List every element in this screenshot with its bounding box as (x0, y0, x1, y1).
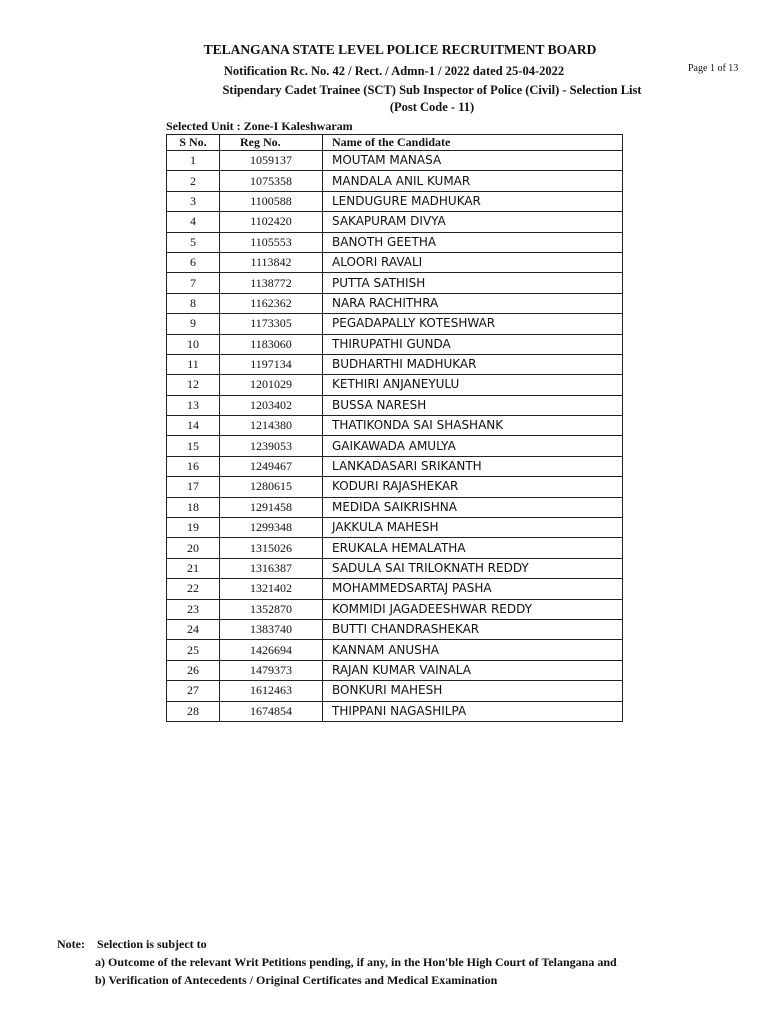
cell-sno: 19 (167, 518, 220, 538)
table-row (167, 151, 623, 171)
cell-candidate-name: SAKAPURAM DIVYA (323, 212, 623, 232)
table-row (167, 497, 623, 517)
cell-sno: 20 (167, 538, 220, 558)
table-row (167, 599, 623, 619)
cell-sno: 27 (167, 681, 220, 701)
cell-reg-no: 1102420 (220, 212, 323, 232)
table-row (167, 416, 623, 436)
cell-candidate-name: KETHIRI ANJANEYULU (323, 375, 623, 395)
table-row (167, 252, 623, 272)
cell-sno: 9 (167, 314, 220, 334)
table-row (167, 354, 623, 374)
table-row (167, 171, 623, 191)
cell-sno: 7 (167, 273, 220, 293)
table-body (167, 151, 623, 722)
cell-sno: 3 (167, 191, 220, 211)
cell-candidate-name: BONKURI MAHESH (323, 681, 623, 701)
cell-candidate-name: SADULA SAI TRILOKNATH REDDY (323, 558, 623, 578)
table-row (167, 558, 623, 578)
cell-candidate-name: BUDHARTHI MADHUKAR (323, 354, 623, 374)
cell-sno: 21 (167, 558, 220, 578)
cell-reg-no: 1162362 (220, 293, 323, 313)
page-indicator: Page 1 of 13 (688, 63, 739, 74)
cell-reg-no: 1203402 (220, 395, 323, 415)
cell-reg-no: 1105553 (220, 232, 323, 252)
note-item: b) Verification of Antecedents / Original Certificates and Medical Examination (95, 973, 498, 987)
cell-reg-no: 1479373 (220, 660, 323, 680)
cell-sno: 17 (167, 477, 220, 497)
column-header-name: Name of the Candidate (323, 135, 623, 151)
table-row (167, 518, 623, 538)
cell-sno: 23 (167, 599, 220, 619)
table-row (167, 232, 623, 252)
cell-sno: 25 (167, 640, 220, 660)
cell-candidate-name: THIPPANI NAGASHILPA (323, 701, 623, 721)
table-row (167, 701, 623, 721)
cell-sno: 12 (167, 375, 220, 395)
cell-sno: 8 (167, 293, 220, 313)
cell-candidate-name: KODURI RAJASHEKAR (323, 477, 623, 497)
table-row (167, 456, 623, 476)
cell-candidate-name: MOUTAM MANASA (323, 151, 623, 171)
table-row (167, 334, 623, 354)
table-row (167, 314, 623, 334)
cell-reg-no: 1173305 (220, 314, 323, 334)
table-row (167, 640, 623, 660)
cell-candidate-name: ERUKALA HEMALATHA (323, 538, 623, 558)
cell-reg-no: 1316387 (220, 558, 323, 578)
cell-candidate-name: PUTTA SATHISH (323, 273, 623, 293)
cell-candidate-name: GAIKAWADA AMULYA (323, 436, 623, 456)
table-row (167, 212, 623, 232)
post-title: Stipendary Cadet Trainee (SCT) Sub Inspector of Police (Civil) - Selection List (222, 83, 642, 97)
cell-reg-no: 1059137 (220, 151, 323, 171)
cell-candidate-name: BUTTI CHANDRASHEKAR (323, 619, 623, 639)
cell-candidate-name: MOHAMMEDSARTAJ PASHA (323, 579, 623, 599)
note-section (57, 935, 617, 989)
table-row (167, 538, 623, 558)
cell-sno: 2 (167, 171, 220, 191)
board-title: TELANGANA STATE LEVEL POLICE RECRUITMENT BOARD (203, 42, 597, 57)
column-header-reg-no: Reg No. (220, 135, 323, 151)
cell-reg-no: 1299348 (220, 518, 323, 538)
cell-candidate-name: KANNAM ANUSHA (323, 640, 623, 660)
cell-reg-no: 1674854 (220, 701, 323, 721)
table-row (167, 477, 623, 497)
cell-candidate-name: ALOORI RAVALI (323, 252, 623, 272)
cell-reg-no: 1214380 (220, 416, 323, 436)
table-row (167, 579, 623, 599)
table-row (167, 191, 623, 211)
cell-reg-no: 1183060 (220, 334, 323, 354)
cell-sno: 26 (167, 660, 220, 680)
table-row (167, 273, 623, 293)
notification-line: Notification Rc. No. 42 / Rect. / Admn-1 / 2022 dated 25-04-2022 (223, 64, 565, 78)
cell-sno: 18 (167, 497, 220, 517)
cell-candidate-name: LENDUGURE MADHUKAR (323, 191, 623, 211)
table-row (167, 293, 623, 313)
table-row (167, 375, 623, 395)
cell-candidate-name: THATIKONDA SAI SHASHANK (323, 416, 623, 436)
cell-candidate-name: JAKKULA MAHESH (323, 518, 623, 538)
cell-candidate-name: LANKADASARI SRIKANTH (323, 456, 623, 476)
table-row (167, 436, 623, 456)
cell-reg-no: 1315026 (220, 538, 323, 558)
cell-candidate-name: MANDALA ANIL KUMAR (323, 171, 623, 191)
table-row (167, 395, 623, 415)
cell-candidate-name: MEDIDA SAIKRISHNA (323, 497, 623, 517)
cell-sno: 4 (167, 212, 220, 232)
cell-reg-no: 1612463 (220, 681, 323, 701)
cell-reg-no: 1075358 (220, 171, 323, 191)
table-row (167, 681, 623, 701)
cell-reg-no: 1239053 (220, 436, 323, 456)
table-header-row (167, 135, 623, 151)
cell-candidate-name: RAJAN KUMAR VAINALA (323, 660, 623, 680)
cell-sno: 28 (167, 701, 220, 721)
selected-unit: Selected Unit : Zone-I Kaleshwaram (166, 119, 353, 133)
note-intro: Selection is subject to (97, 937, 207, 951)
cell-reg-no: 1249467 (220, 456, 323, 476)
column-header-sno: S No. (167, 135, 220, 151)
cell-candidate-name: KOMMIDI JAGADEESHWAR REDDY (323, 599, 623, 619)
cell-sno: 24 (167, 619, 220, 639)
cell-candidate-name: BUSSA NARESH (323, 395, 623, 415)
cell-reg-no: 1291458 (220, 497, 323, 517)
cell-candidate-name: NARA RACHITHRA (323, 293, 623, 313)
cell-sno: 10 (167, 334, 220, 354)
cell-sno: 22 (167, 579, 220, 599)
note-label: Note: (57, 937, 85, 951)
note-item: a) Outcome of the relevant Writ Petitions pending, if any, in the Hon'ble High Court of Telangana and (95, 955, 617, 969)
cell-sno: 15 (167, 436, 220, 456)
cell-sno: 14 (167, 416, 220, 436)
cell-reg-no: 1383740 (220, 619, 323, 639)
cell-candidate-name: PEGADAPALLY KOTESHWAR (323, 314, 623, 334)
cell-sno: 16 (167, 456, 220, 476)
cell-sno: 13 (167, 395, 220, 415)
cell-candidate-name: BANOTH GEETHA (323, 232, 623, 252)
cell-sno: 1 (167, 151, 220, 171)
cell-reg-no: 1321402 (220, 579, 323, 599)
table-row (167, 660, 623, 680)
table-row (167, 619, 623, 639)
post-code: (Post Code - 11) (389, 100, 475, 114)
cell-reg-no: 1138772 (220, 273, 323, 293)
cell-reg-no: 1280615 (220, 477, 323, 497)
cell-sno: 11 (167, 354, 220, 374)
cell-reg-no: 1197134 (220, 354, 323, 374)
cell-reg-no: 1201029 (220, 375, 323, 395)
cell-sno: 6 (167, 252, 220, 272)
cell-candidate-name: THIRUPATHI GUNDA (323, 334, 623, 354)
cell-reg-no: 1352870 (220, 599, 323, 619)
selection-table (166, 134, 623, 722)
cell-sno: 5 (167, 232, 220, 252)
cell-reg-no: 1100588 (220, 191, 323, 211)
cell-reg-no: 1426694 (220, 640, 323, 660)
cell-reg-no: 1113842 (220, 252, 323, 272)
